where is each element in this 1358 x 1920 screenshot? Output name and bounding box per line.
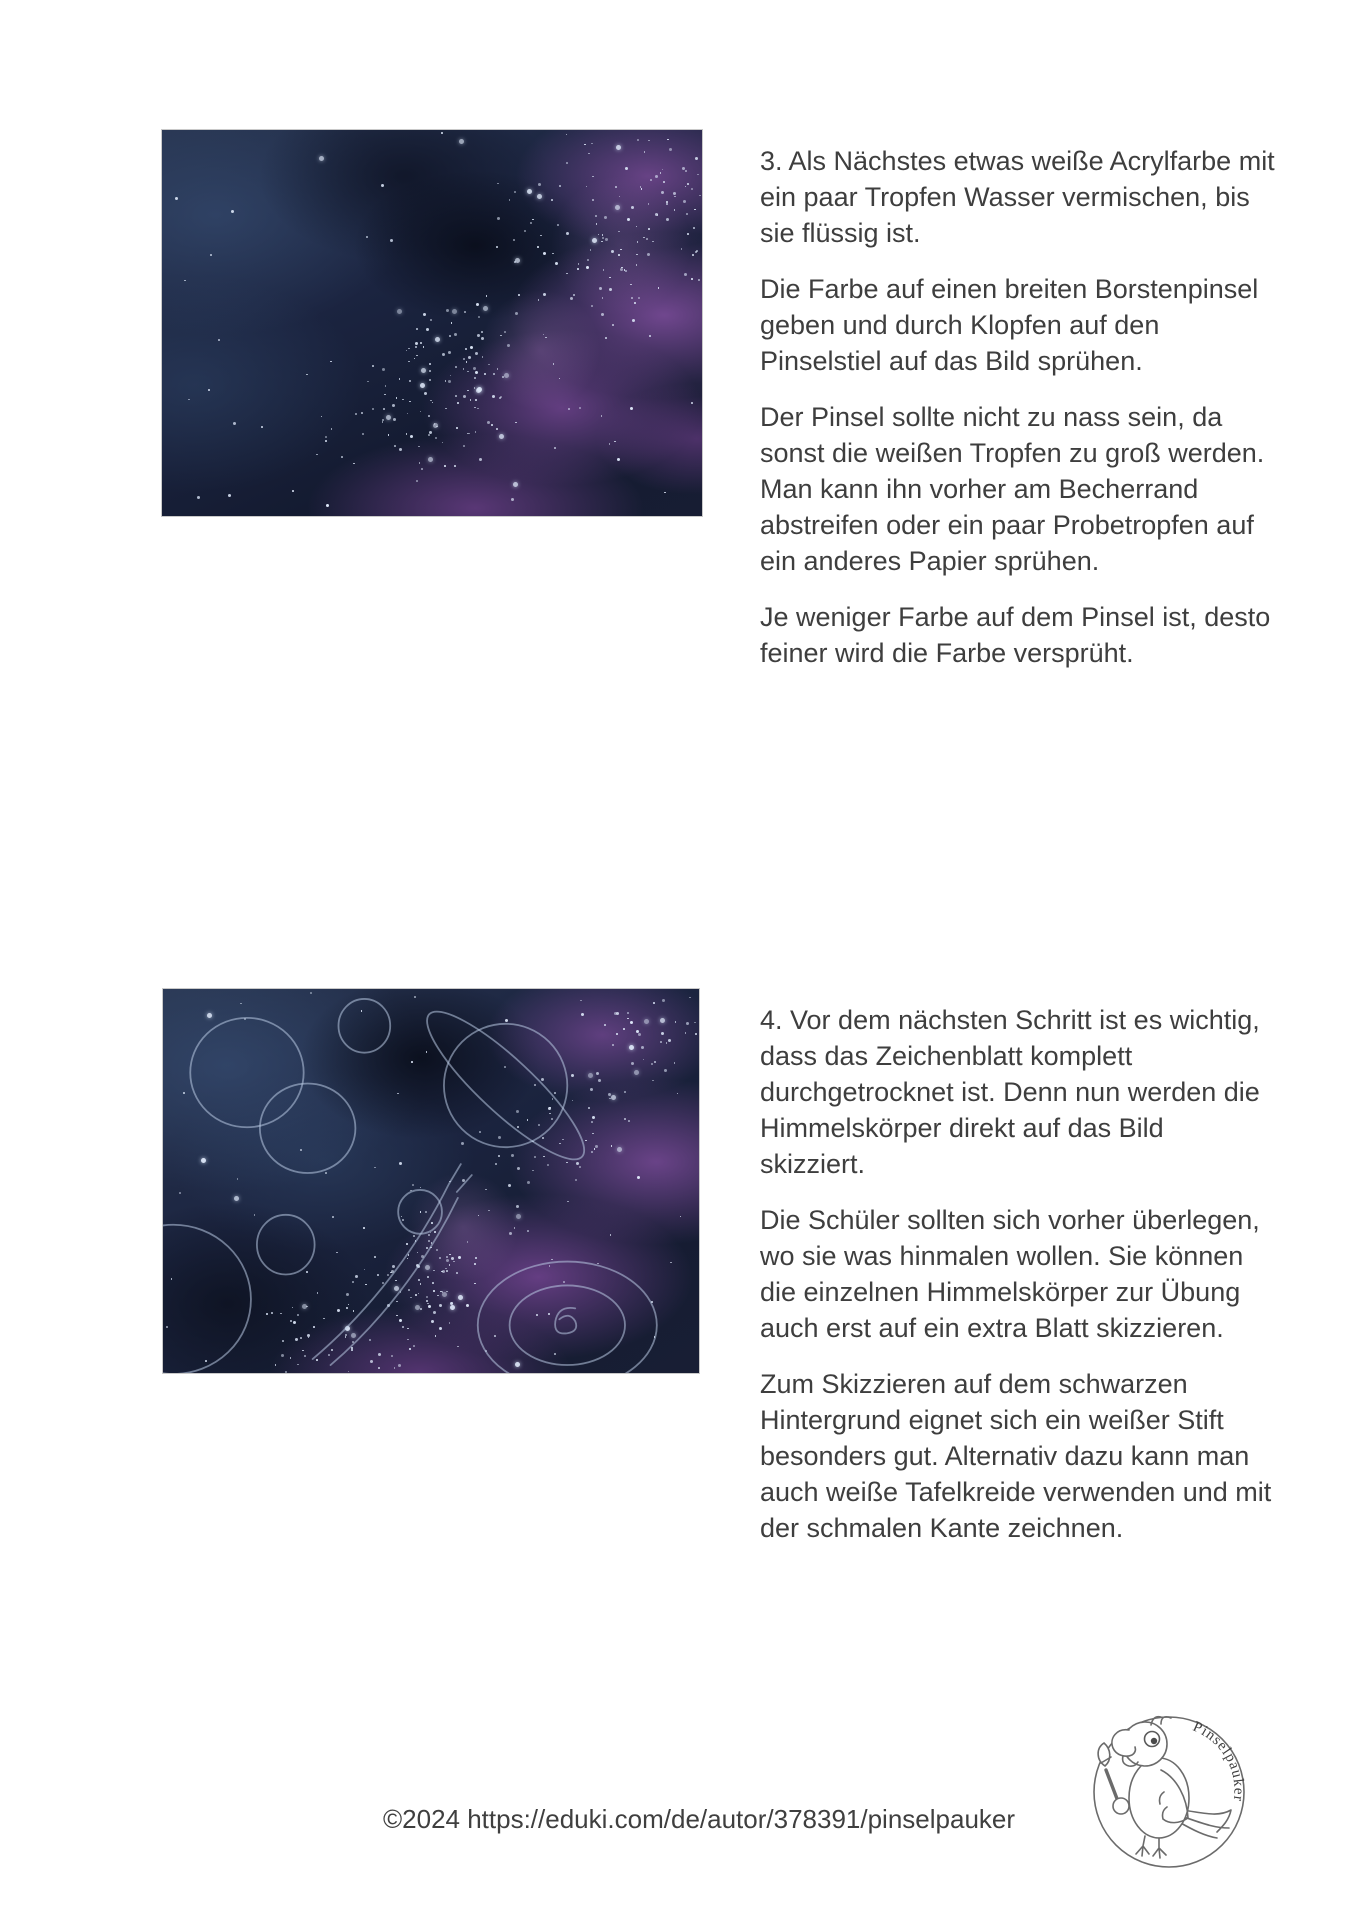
sketched-saturn-ring [411,995,600,1177]
paragraph: Je weniger Farbe auf dem Pinsel ist, desto feiner wird die Farbe versprüht. [760,602,1271,668]
paragraph: Der Pinsel sollte nicht zu nass sein, da sonst die weißen Tropfen zu groß werden. Man kann ihn vorher am Becherrand abstreifen oder ein paar Probetropfen auf ein anderes Papier sprühen. [760,402,1265,576]
logo-text: Pinselpauker [1190,1718,1247,1803]
pinselpauker-logo [1088,1706,1250,1872]
paragraph: Die Schüler sollten sich vorher überlegen, wo sie was hinmalen wollen. Sie können die einzelnen Himmelskörper zur Übung auch erst auf ein extra Blatt skizzieren. [760,1205,1260,1343]
sketched-comet-streak [313,1164,472,1365]
paragraph: Die Farbe auf einen breiten Borstenpinsel geben und durch Klopfen auf den Pinselstiel auf das Bild sprühen. [760,274,1259,376]
galaxy-painting-step4-image [162,988,700,1374]
paragraph: Zum Skizzieren auf dem schwarzen Hintergrund eignet sich ein weißer Stift besonders gut. Alternativ dazu kann man auch weiße Tafelkreide verwenden und mit der schmalen Kante zeichnen. [760,1369,1272,1543]
sketched-planet-circle [398,1190,442,1234]
paragraph: 4. Vor dem nächsten Schritt ist es wichtig, dass das Zeichenblatt komplett durchgetrocknet ist. Denn nun werden die Himmelskörper direkt auf das Bild skizziert. [760,1005,1260,1179]
parrot-feet [1136,1836,1166,1858]
star-splatter-layer [162,130,702,516]
svg-text:Pinselpauker [1190,1719,1246,1803]
step3-instructions [760,143,1275,671]
step4-instructions [760,1002,1275,1546]
sketched-planet-circle [190,1018,303,1127]
sketched-spiral-galaxy [510,1285,625,1365]
copyright-text: ©2024 https://eduki.com/de/autor/378391/pinselpauker [383,1804,1016,1834]
parrot-hand [1113,1798,1129,1814]
sketched-planet-circle [260,1084,356,1174]
sketched-planet-circle [338,999,390,1053]
paragraph: 3. Als Nächstes etwas weiße Acrylfarbe mit ein paar Tropfen Wasser vermischen, bis sie flüssig ist. [760,146,1275,248]
sketched-spiral-galaxy [478,1262,657,1373]
sketched-saturn-planet [444,1024,567,1147]
galaxy-painting-step3-image [161,129,703,517]
sketched-spiral-center [555,1308,576,1334]
planet-sketch-overlay [163,989,699,1373]
sketched-planet-circle [163,1225,251,1373]
parrot-pupil [1151,1738,1157,1744]
sketched-planet-circle [257,1215,315,1275]
